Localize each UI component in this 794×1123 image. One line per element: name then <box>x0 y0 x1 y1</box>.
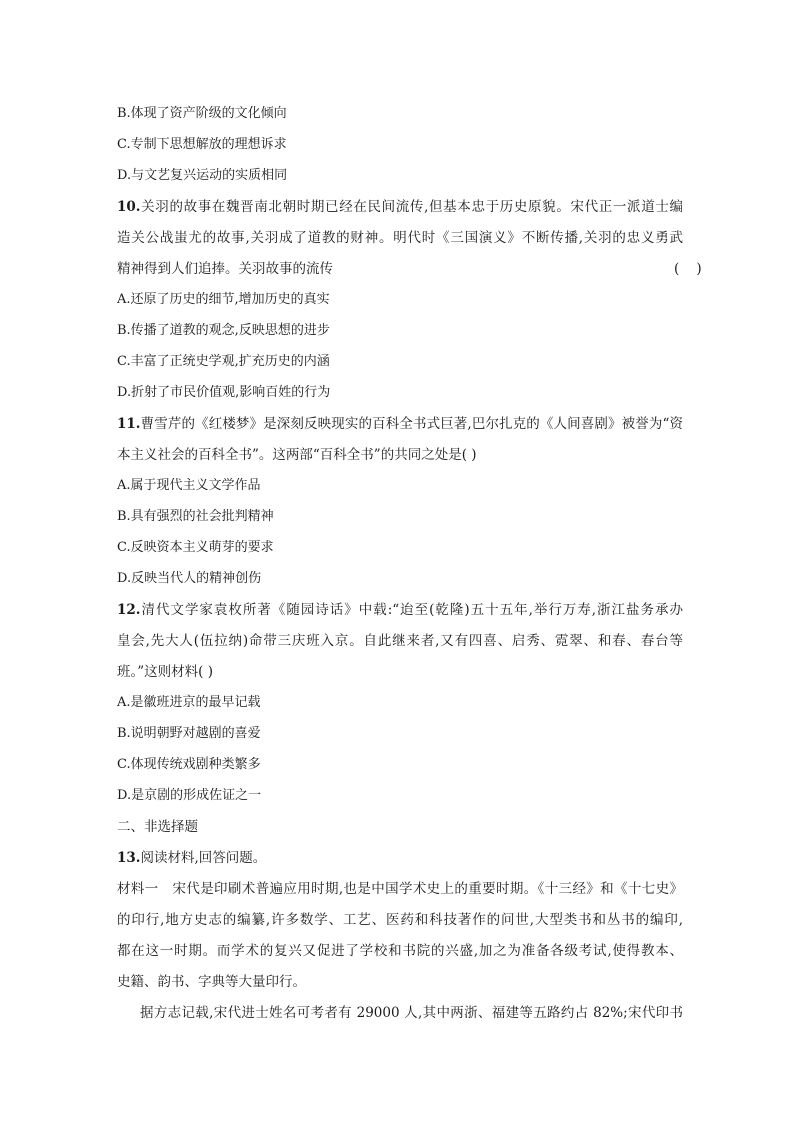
question-12-option-b: B.说明朝野对越剧的喜爱 <box>117 726 261 741</box>
question-10-line-2: 造关公战蚩尤的故事,关羽成了道教的财神。明代时《三国演义》不断传播,关羽的忠义勇武 <box>117 230 683 246</box>
question-10-text-1: 关羽的故事在魏晋南北朝时期已经在民间流传,但基本忠于历史原貌。宋代正一派道士编 <box>140 199 683 215</box>
question-13-title <box>117 848 683 868</box>
question-12-option-a: A.是徽班进京的最早记载 <box>117 695 261 710</box>
question-12-number: 12. <box>117 602 141 618</box>
question-11-option-d: D.反映当代人的精神创伤 <box>117 571 262 586</box>
option-b-prev: B.体现了资产阶级的文化倾向 <box>117 106 287 121</box>
question-11-line-1 <box>117 414 683 434</box>
question-12-line-3: 班。”这则材料( ) <box>117 664 213 680</box>
question-10-line-1 <box>117 197 683 217</box>
material-1-line-3: 都在这一时期。而学术的复兴又促进了学校和书院的兴盛,加之为准备各级考试,使得教本、 <box>117 943 683 959</box>
question-10-number: 10. <box>117 199 141 215</box>
question-12-option-d: D.是京剧的形成佐证之一 <box>117 788 262 803</box>
material-1-line-5: 据方志记载,宋代进士姓名可考者有 29000 人,其中两浙、福建等五路约占 82%;宋代印书 <box>140 1005 683 1021</box>
question-11-option-c: C.反映资本主义萌芽的要求 <box>117 540 274 555</box>
question-11-text-1: 曹雪芹的《红楼梦》是深刻反映现实的百科全书式巨著,巴尔扎克的《人间喜剧》被誉为“资 <box>140 416 683 432</box>
question-11-option-a: A.属于现代主义文学作品 <box>117 478 261 493</box>
question-10-line-3: 精神得到人们追捧。关羽故事的流传 <box>117 261 333 277</box>
question-10-option-b: B.传播了道教的观念,反映思想的进步 <box>117 323 330 338</box>
question-11-option-b: B.具有强烈的社会批判精神 <box>117 509 274 524</box>
question-12-line-1 <box>117 600 683 620</box>
question-10-answer-blank: ( ) <box>674 261 702 277</box>
question-12-line-2: 皇会,先大人(伍拉纳)命带三庆班入京。自此继来者,又有四喜、启秀、霓翠、和春、春台等 <box>117 633 683 649</box>
question-11-number: 11. <box>117 416 141 432</box>
question-11-line-2: 本主义社会的百科全书”。这两部“百科全书”的共同之处是( ) <box>117 447 477 463</box>
question-12-text-1: 清代文学家袁枚所著《随园诗话》中载:“迨至(乾隆)五十五年,举行万寿,浙江盐务承办 <box>140 602 683 618</box>
question-13-number: 13. <box>117 850 141 866</box>
question-10-option-d: D.折射了市民价值观,影响百姓的行为 <box>117 385 331 400</box>
option-d-prev: D.与文艺复兴运动的实质相同 <box>117 168 288 183</box>
material-1-line-4: 史籍、韵书、字典等大量印行。 <box>117 974 306 990</box>
material-1-line-2: 的印行,地方史志的编纂,许多数学、工艺、医药和科技著作的问世,大型类书和丛书的编印, <box>117 912 683 928</box>
material-1-line-1: 材料一 宋代是印刷术普遍应用时期,也是中国学术史上的重要时期。《十三经》和《十七史》 <box>117 881 683 897</box>
question-12-option-c: C.体现传统戏剧种类繁多 <box>117 757 261 772</box>
option-c-prev: C.专制下思想解放的理想诉求 <box>117 137 287 152</box>
question-13-title-text: 阅读材料,回答问题。 <box>140 850 267 866</box>
question-10-option-c: C.丰富了正统史学观,扩充历史的内涵 <box>117 354 330 369</box>
question-10-option-a: A.还原了历史的细节,增加历史的真实 <box>117 292 330 307</box>
section-heading-non-choice: 二、非选择题 <box>117 819 198 835</box>
